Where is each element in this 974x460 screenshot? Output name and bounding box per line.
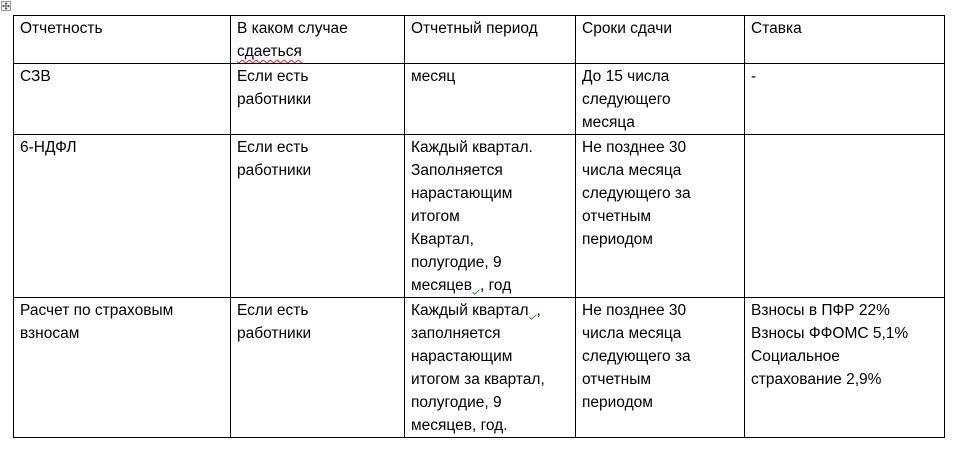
cell-line: Взносы ФФОМС 5,1% (751, 325, 909, 342)
cell-line: Не позднее 30 (582, 302, 687, 319)
cell-line: нарастающим (411, 185, 513, 202)
header-deadline[interactable] (576, 16, 745, 64)
cell-line: страхование 2,9% (751, 371, 882, 388)
grammar-check-mark-icon (529, 314, 537, 320)
cell-line: итогом за квартал, (411, 371, 545, 388)
cell-rate[interactable] (745, 64, 945, 135)
header-when[interactable] (231, 16, 405, 64)
table-move-handle-icon[interactable] (1, 1, 11, 11)
cell-text: Каждый квартал (411, 302, 529, 319)
table-row (14, 298, 945, 438)
grammar-check-mark-icon (472, 289, 480, 295)
cell-line: СЗВ (20, 68, 51, 85)
cell-line: итогом (411, 208, 460, 225)
cell-line: Социальное (751, 348, 840, 365)
cell-line: периодом (582, 231, 653, 248)
header-report-label: Отчетность (20, 20, 103, 37)
cell-report[interactable] (14, 298, 231, 438)
table-row (14, 135, 945, 298)
cell-line: следующего за (582, 348, 691, 365)
cell-line: месяца (582, 114, 635, 131)
cell-deadline[interactable] (576, 298, 745, 438)
cell-period[interactable] (405, 135, 576, 298)
table-row (14, 64, 945, 135)
cell-line: работники (237, 162, 312, 179)
cell-line: взносам (20, 325, 80, 342)
cell-line: 6-НДФЛ (20, 139, 77, 156)
header-rate[interactable] (745, 16, 945, 64)
cell-line: следующего за (582, 185, 691, 202)
cell-line: числа месяца (582, 325, 682, 342)
header-period-label: Отчетный период (411, 20, 538, 37)
cell-line: полугодие, 9 (411, 254, 502, 271)
table-header-row (14, 16, 945, 64)
cell-line: Взносы в ПФР 22% (751, 302, 890, 319)
spellcheck-underline: сдаеться (237, 43, 302, 60)
cell-line: следующего (582, 91, 671, 108)
cell-report[interactable] (14, 64, 231, 135)
cell-line: Не позднее 30 (582, 139, 687, 156)
cell-line: Квартал, (411, 231, 474, 248)
header-when-line-1: В каком случае (237, 20, 348, 37)
cell-when[interactable] (231, 298, 405, 438)
cell-line: работники (237, 325, 312, 342)
report-table (13, 15, 945, 438)
header-report[interactable] (14, 16, 231, 64)
cell-rate[interactable] (745, 135, 945, 298)
cell-line (411, 274, 569, 297)
cell-line: числа месяца (582, 162, 682, 179)
cell-text: , (536, 302, 541, 319)
cell-line: Каждый квартал. (411, 139, 533, 156)
cell-deadline[interactable] (576, 64, 745, 135)
header-rate-label: Ставка (751, 20, 802, 37)
cell-line: отчетным (582, 371, 652, 388)
cell-deadline[interactable] (576, 135, 745, 298)
cell-text: месяцев (411, 277, 472, 294)
header-period[interactable] (405, 16, 576, 64)
cell-line: Расчет по страховым (20, 302, 174, 319)
cell-line: полугодие, 9 (411, 394, 502, 411)
cell-when[interactable] (231, 135, 405, 298)
cell-text: , год (479, 277, 512, 294)
cell-line: нарастающим (411, 348, 513, 365)
cell-period[interactable] (405, 64, 576, 135)
cell-line: Если есть (237, 68, 309, 85)
cell-line: отчетным (582, 208, 652, 225)
cell-line: месяцев, год. (411, 417, 508, 434)
cell-report[interactable] (14, 135, 231, 298)
header-deadline-label: Сроки сдачи (582, 20, 672, 37)
cell-line: заполняется (411, 325, 501, 342)
cell-when[interactable] (231, 64, 405, 135)
cell-line: До 15 числа (582, 68, 670, 85)
header-when-line-2 (237, 40, 398, 63)
cell-line: месяц (411, 68, 456, 85)
cell-line: Если есть (237, 139, 309, 156)
cell-period[interactable] (405, 298, 576, 438)
cell-rate[interactable] (745, 298, 945, 438)
cell-line: периодом (582, 394, 653, 411)
cell-line: Заполняется (411, 162, 503, 179)
cell-line (411, 299, 569, 322)
cell-line: - (751, 68, 757, 85)
cell-line: Если есть (237, 302, 309, 319)
cell-line: работники (237, 91, 312, 108)
